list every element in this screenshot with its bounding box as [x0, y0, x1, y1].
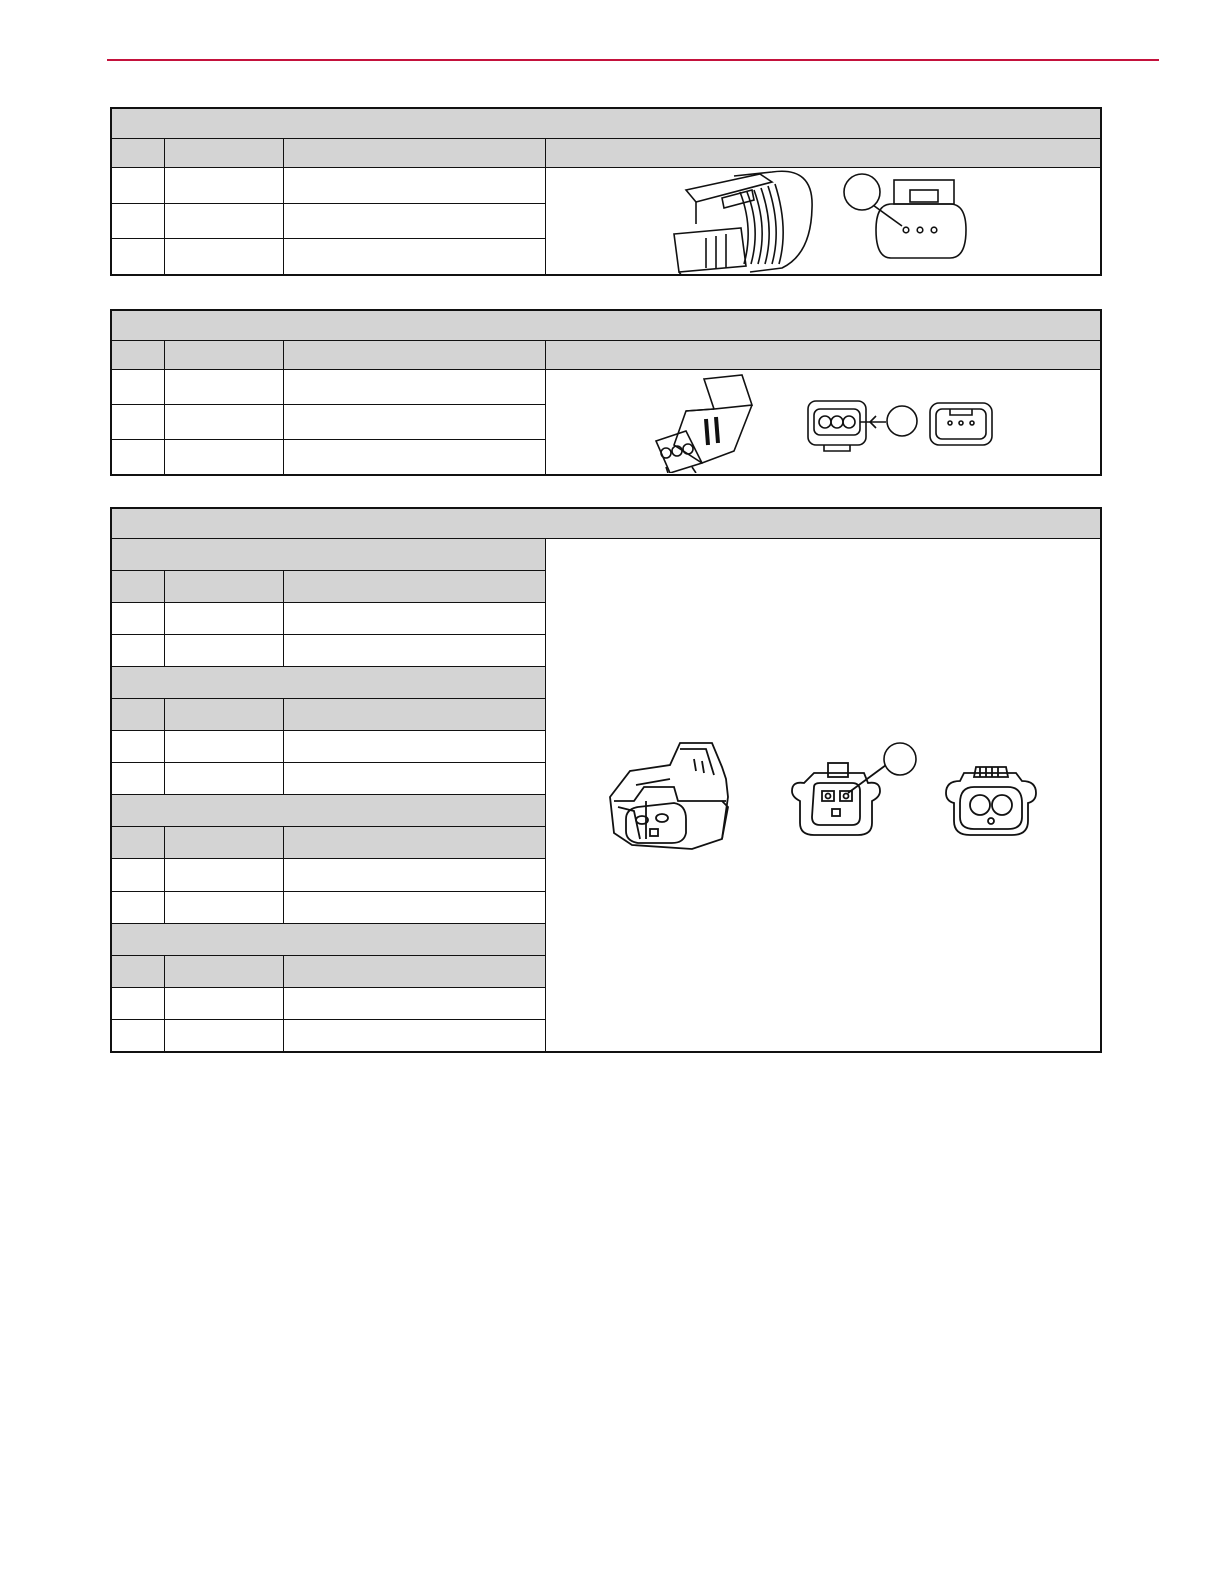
connector-illustration	[546, 168, 1096, 274]
table-title	[111, 108, 1101, 139]
table-title	[111, 508, 1101, 539]
wire-header	[164, 139, 283, 168]
connector-table-1	[110, 107, 1102, 276]
connector-3-pin-side-view	[656, 375, 752, 473]
function-header	[283, 341, 545, 370]
table-header-row	[111, 341, 1101, 370]
connector-2-pin-front-face	[792, 763, 886, 835]
figure-header	[545, 139, 1101, 168]
connector-3-pin-mating-face	[930, 403, 992, 445]
table-row	[111, 370, 1101, 405]
function-header	[283, 139, 545, 168]
callout-circle	[844, 174, 880, 210]
connector-figure	[545, 539, 1101, 1053]
figure-header	[545, 341, 1101, 370]
table-header-row	[111, 139, 1101, 168]
connector-3-pin-side-view	[674, 171, 812, 274]
connector-2-pin-iso-view	[610, 743, 728, 849]
connector-illustration	[546, 371, 1096, 473]
group-title	[111, 795, 545, 827]
connector-figure	[545, 370, 1101, 476]
group-title	[111, 923, 545, 955]
connector-table-2	[110, 309, 1102, 476]
group-title	[111, 539, 545, 571]
connector-3-pin-face-view	[866, 180, 966, 258]
callout-circle	[887, 406, 917, 436]
table-row	[111, 168, 1101, 204]
connector-figure	[545, 168, 1101, 276]
pin-header	[111, 341, 164, 370]
group-title-row	[111, 539, 1101, 571]
group-title	[111, 667, 545, 699]
connector-2-pin-mating-face	[946, 767, 1036, 835]
callout-circle	[884, 743, 916, 775]
connector-3-pin-front-face	[808, 401, 886, 451]
wire-header	[164, 341, 283, 370]
connector-illustration	[546, 539, 1096, 1051]
header-rule	[107, 59, 1159, 61]
table-title	[111, 310, 1101, 341]
connector-table-3	[110, 507, 1102, 1053]
pin-header	[111, 139, 164, 168]
